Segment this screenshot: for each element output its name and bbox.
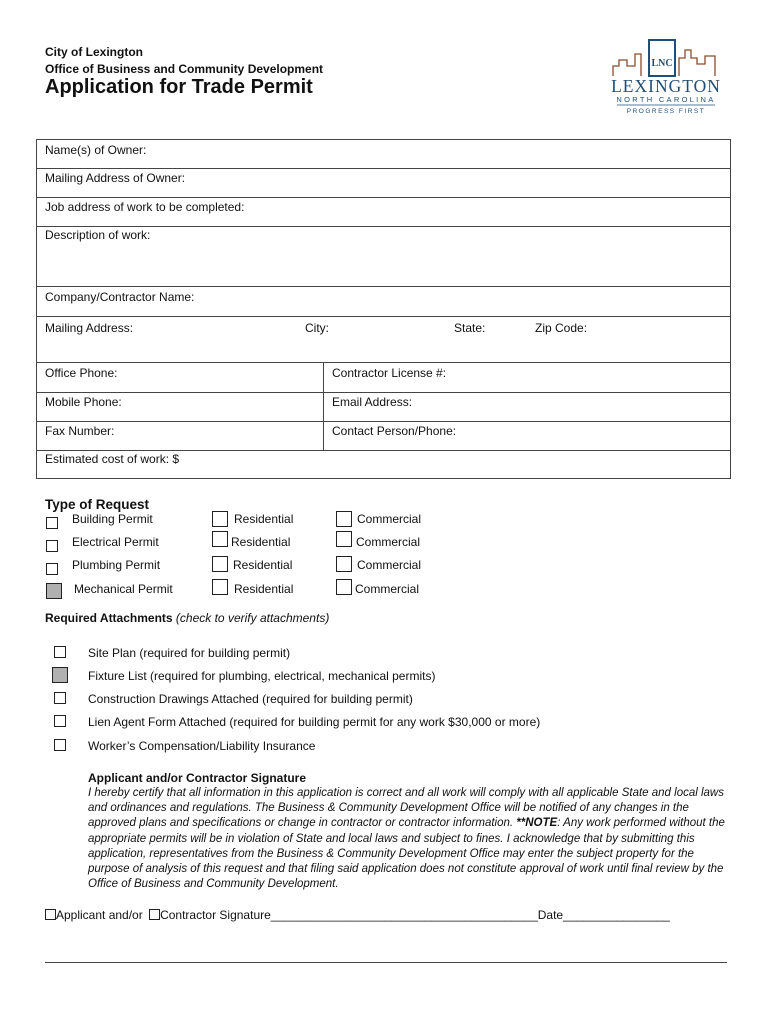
fixture-list-label: Fixture List (required for plumbing, electrical, mechanical permits) (88, 669, 436, 683)
office-phone-label: Office Phone: (45, 366, 118, 380)
electrical-residential-checkbox[interactable] (212, 531, 228, 547)
mechanical-residential-label: Residential (234, 582, 294, 596)
logo-tagline: PROGRESS FIRST (626, 108, 706, 115)
estimated-cost-label: Estimated cost of work: $ (45, 452, 180, 466)
construction-drawings-label: Construction Drawings Attached (required for building permit) (88, 692, 413, 706)
building-commercial-label: Commercial (357, 512, 422, 526)
logo-name: LEXINGTON (611, 76, 721, 96)
owner-names-row[interactable] (37, 140, 730, 169)
fixture-list-checkbox[interactable] (52, 667, 68, 683)
state-label: State: (454, 321, 486, 335)
email-label: Email Address: (332, 395, 413, 409)
mobile-phone-label: Mobile Phone: (45, 395, 122, 409)
logo-state: NORTH CAROLINA (616, 95, 716, 104)
company-label: Company/Contractor Name: (45, 290, 195, 304)
site-plan-label: Site Plan (required for building permit) (88, 646, 291, 660)
job-address-label: Job address of work to be completed: (45, 200, 245, 214)
electrical-commercial-label: Commercial (356, 535, 421, 549)
attachments-heading: Required Attachments (45, 611, 173, 625)
owner-names-label: Name(s) of Owner: (45, 143, 147, 157)
insurance-checkbox[interactable] (54, 739, 66, 751)
city-name: City of Lexington (45, 45, 143, 59)
description-label: Description of work: (45, 228, 151, 242)
contact-label: Contact Person/Phone: (332, 424, 457, 438)
building-permit-checkbox[interactable] (46, 517, 58, 529)
mechanical-commercial-checkbox[interactable] (336, 579, 352, 595)
site-plan-checkbox[interactable] (54, 646, 66, 658)
estimated-cost-row[interactable] (37, 451, 730, 479)
permit-form (36, 139, 731, 479)
signature-line (45, 908, 670, 922)
mobile-row[interactable] (37, 393, 730, 422)
insurance-label: Worker’s Compensation/Liability Insurance (88, 739, 316, 753)
company-row[interactable] (37, 287, 730, 317)
certification-part-2: : Any work performed without the appropriate permits will be in violation of State and local laws and subject to fines. I acknowledge that by submitting this application, representatives from the Business & Community Development Office may enter the subject property for the purpose of analysis of this request and that filing said application does not constitute approval of work until final review by the Office of Business and Community Development. (88, 817, 725, 891)
building-residential-label: Residential (234, 512, 294, 526)
lexington-logo (605, 36, 727, 118)
plumbing-residential-label: Residential (233, 558, 293, 572)
date-label: Date (537, 908, 564, 922)
request-heading: Type of Request (45, 497, 150, 512)
plumbing-permit-label: Plumbing Permit (72, 558, 161, 572)
date-field[interactable]: ________________ (563, 908, 670, 922)
signature-field[interactable]: ________________________________________ (270, 908, 538, 922)
owner-mailing-row[interactable] (37, 169, 730, 198)
attachments-note: (check to verify attachments) (175, 611, 330, 625)
plumbing-commercial-checkbox[interactable] (336, 556, 352, 572)
lien-agent-checkbox[interactable] (54, 715, 66, 727)
building-residential-checkbox[interactable] (212, 511, 228, 527)
electrical-permit-label: Electrical Permit (72, 535, 159, 549)
office-name: Office of Business and Community Development (45, 62, 324, 76)
phone-row[interactable] (37, 363, 730, 393)
certification-text (88, 786, 733, 892)
city-label: City: (305, 321, 329, 335)
zip-label: Zip Code: (535, 321, 588, 335)
electrical-residential-label: Residential (231, 535, 291, 549)
electrical-permit-checkbox[interactable] (46, 540, 58, 552)
column-divider (323, 363, 324, 451)
plumbing-residential-checkbox[interactable] (212, 556, 228, 572)
certification-part-1: I hereby certify that all information in this application is correct and all work will comply with all applicable State and local laws and ordinances and regulations. The Business & Community Development Office will be notified of any changes in the approved plans and specifications or change in contractor or contractor information. (88, 787, 724, 830)
mailing-address-label: Mailing Address: (45, 321, 134, 335)
electrical-commercial-checkbox[interactable] (336, 531, 352, 547)
applicant-label: Applicant and/or (56, 908, 147, 922)
fax-row[interactable] (37, 422, 730, 451)
building-permit-label: Building Permit (72, 512, 153, 526)
contractor-label: Contractor Signature (160, 908, 271, 922)
construction-drawings-checkbox[interactable] (54, 692, 66, 704)
plumbing-permit-checkbox[interactable] (46, 563, 58, 575)
description-row[interactable] (37, 227, 730, 287)
mailing-address-row[interactable] (37, 317, 730, 363)
signature-heading: Applicant and/or Contractor Signature (88, 771, 307, 785)
contractor-checkbox[interactable] (149, 909, 160, 920)
plumbing-commercial-label: Commercial (357, 558, 422, 572)
note-label: **NOTE (516, 817, 558, 830)
mechanical-residential-checkbox[interactable] (212, 579, 228, 595)
page-title: Application for Trade Permit (45, 76, 313, 98)
fax-label: Fax Number: (45, 424, 115, 438)
attachments-heading-line (45, 611, 329, 625)
owner-mailing-label: Mailing Address of Owner: (45, 171, 186, 185)
footer-divider (45, 962, 727, 963)
job-address-row[interactable] (37, 198, 730, 227)
mechanical-commercial-label: Commercial (355, 582, 420, 596)
logo-monogram: LNC (651, 58, 673, 69)
lien-agent-label: Lien Agent Form Attached (required for building permit for any work $30,000 or more) (88, 715, 541, 729)
mechanical-permit-checkbox[interactable] (46, 583, 62, 599)
license-label: Contractor License #: (332, 366, 447, 380)
applicant-checkbox[interactable] (45, 909, 56, 920)
mechanical-permit-label: Mechanical Permit (74, 582, 173, 596)
building-commercial-checkbox[interactable] (336, 511, 352, 527)
